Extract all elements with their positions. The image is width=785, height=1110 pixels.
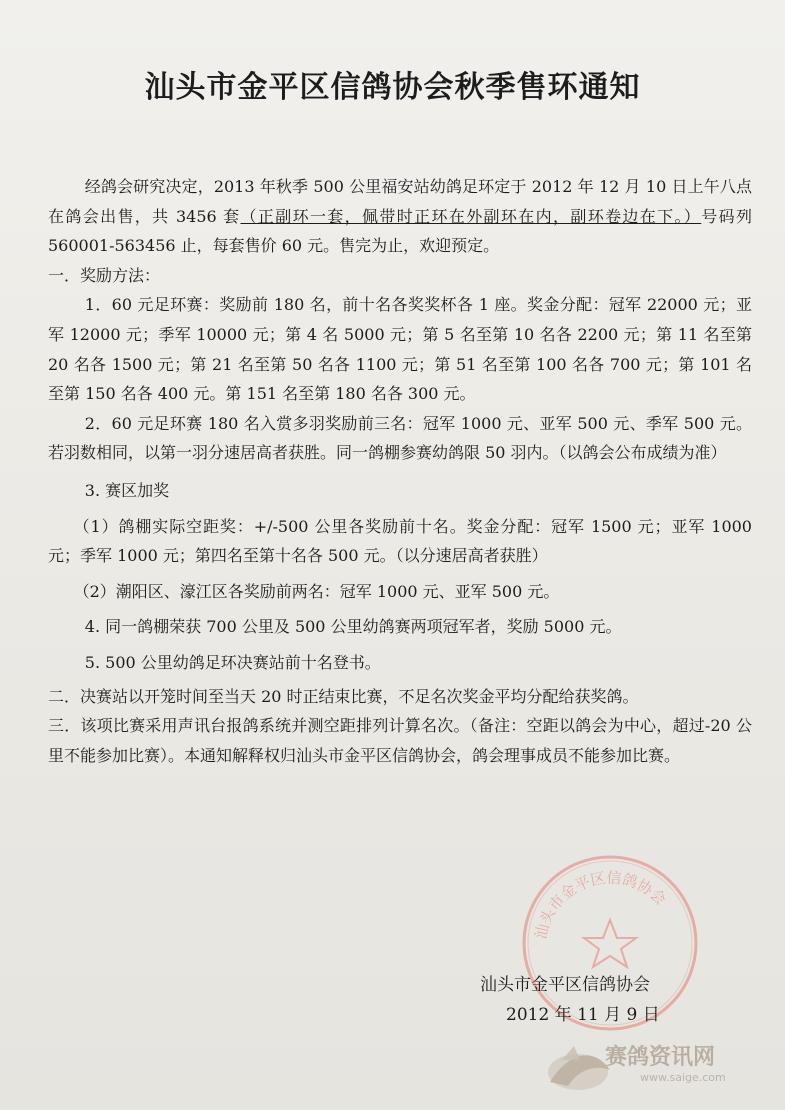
section-1-item-3a: （1）鸽棚实际空距奖：+/-500 公里各奖励前十名。奖金分配：冠军 1500 元；亚军 1000 元；季军 1000 元；第四名至第十名各 500 元。（以分速居高者获胜）: [48, 516, 752, 566]
intro-paragraph: [48, 172, 752, 261]
document-body: [48, 172, 752, 770]
section-1-heading: 一．奖励方法：: [48, 265, 161, 285]
intro-text-end: 号码列 560001-563456 止，每套售价 60 元。售完为止，欢迎预定。: [48, 206, 752, 256]
watermark-site-name: 赛鸽资讯网: [605, 1045, 716, 1070]
signature-organization: 汕头市金平区信鸽协会: [480, 975, 650, 995]
signature-date: 2012 年 11 月 9 日: [506, 1005, 660, 1025]
seal-lettering: 汕头市金平区信鸽协会: [531, 868, 670, 941]
seal-star-icon: [584, 920, 636, 967]
section-3: 三．该项比赛采用声讯台报鸽系统并测空距排列计算名次。（备注：空距以鸽会为中心，超过-20 公里不能参加比赛）。本通知解释权归汕头市金平区信鸽协会，鸽会理事成员不能参加比赛。: [48, 716, 752, 765]
intro-underlined-note: （正副环一套，佩带时正环在外副环在内，副环卷边在下。）: [240, 206, 702, 226]
signature-block: [480, 970, 730, 1030]
watermark-site-url: www.saige.com: [640, 1071, 726, 1084]
section-1-item-3b: （2）潮阳区、濠江区各奖励前两名：冠军 1000 元、亚军 500 元。: [73, 581, 560, 601]
section-1-item-1: 1．60 元足环赛：奖励前 180 名，前十名各奖奖杯各 1 座。奖金分配：冠军 22000 元；亚军 12000 元；季军 10000 元；第 4 名 5000 元；第 5 名至第 10 名各 2200 元；第 11 名至第 20 名各 1500 元；第 21 名至第 50 名各 1100 元；第 51 名至第 100 名各 700 元；第 101 名至第 150 名各 400 元。第 151 名至第 180 名各 300 元。: [48, 295, 752, 404]
intro-text: 经鸽会研究决定，2013 年秋季 500 公里福安站幼鸽足环定于 2012 年 12 月 10 日上午八点在鸽会出售，共 3456 套: [48, 177, 752, 226]
section-1-item-4: 4. 同一鸽棚荣获 700 公里及 500 公里幼鸽赛两项冠军者，奖励 5000 元。: [84, 617, 622, 637]
section-1-item-2: 2．60 元足环赛 180 名入赏多羽奖励前三名：冠军 1000 元、亚军 500 元、季军 500 元。若羽数相同，以第一羽分速居高者获胜。同一鸽棚参赛幼鸽限 50 羽内。（以鸽会公布成绩为准）: [48, 413, 752, 463]
document-title: 汕头市金平区信鸽协会秋季售环通知: [144, 70, 641, 105]
section-1-item-3: 3. 赛区加奖: [84, 480, 170, 500]
section-1-item-5: 5. 500 公里幼鸽足环决赛站前十名登书。: [84, 652, 381, 672]
section-2: 二．决赛站以开笼时间至当天 20 时正结束比赛，不足名次奖金平均分配给获奖鸽。: [48, 686, 639, 706]
